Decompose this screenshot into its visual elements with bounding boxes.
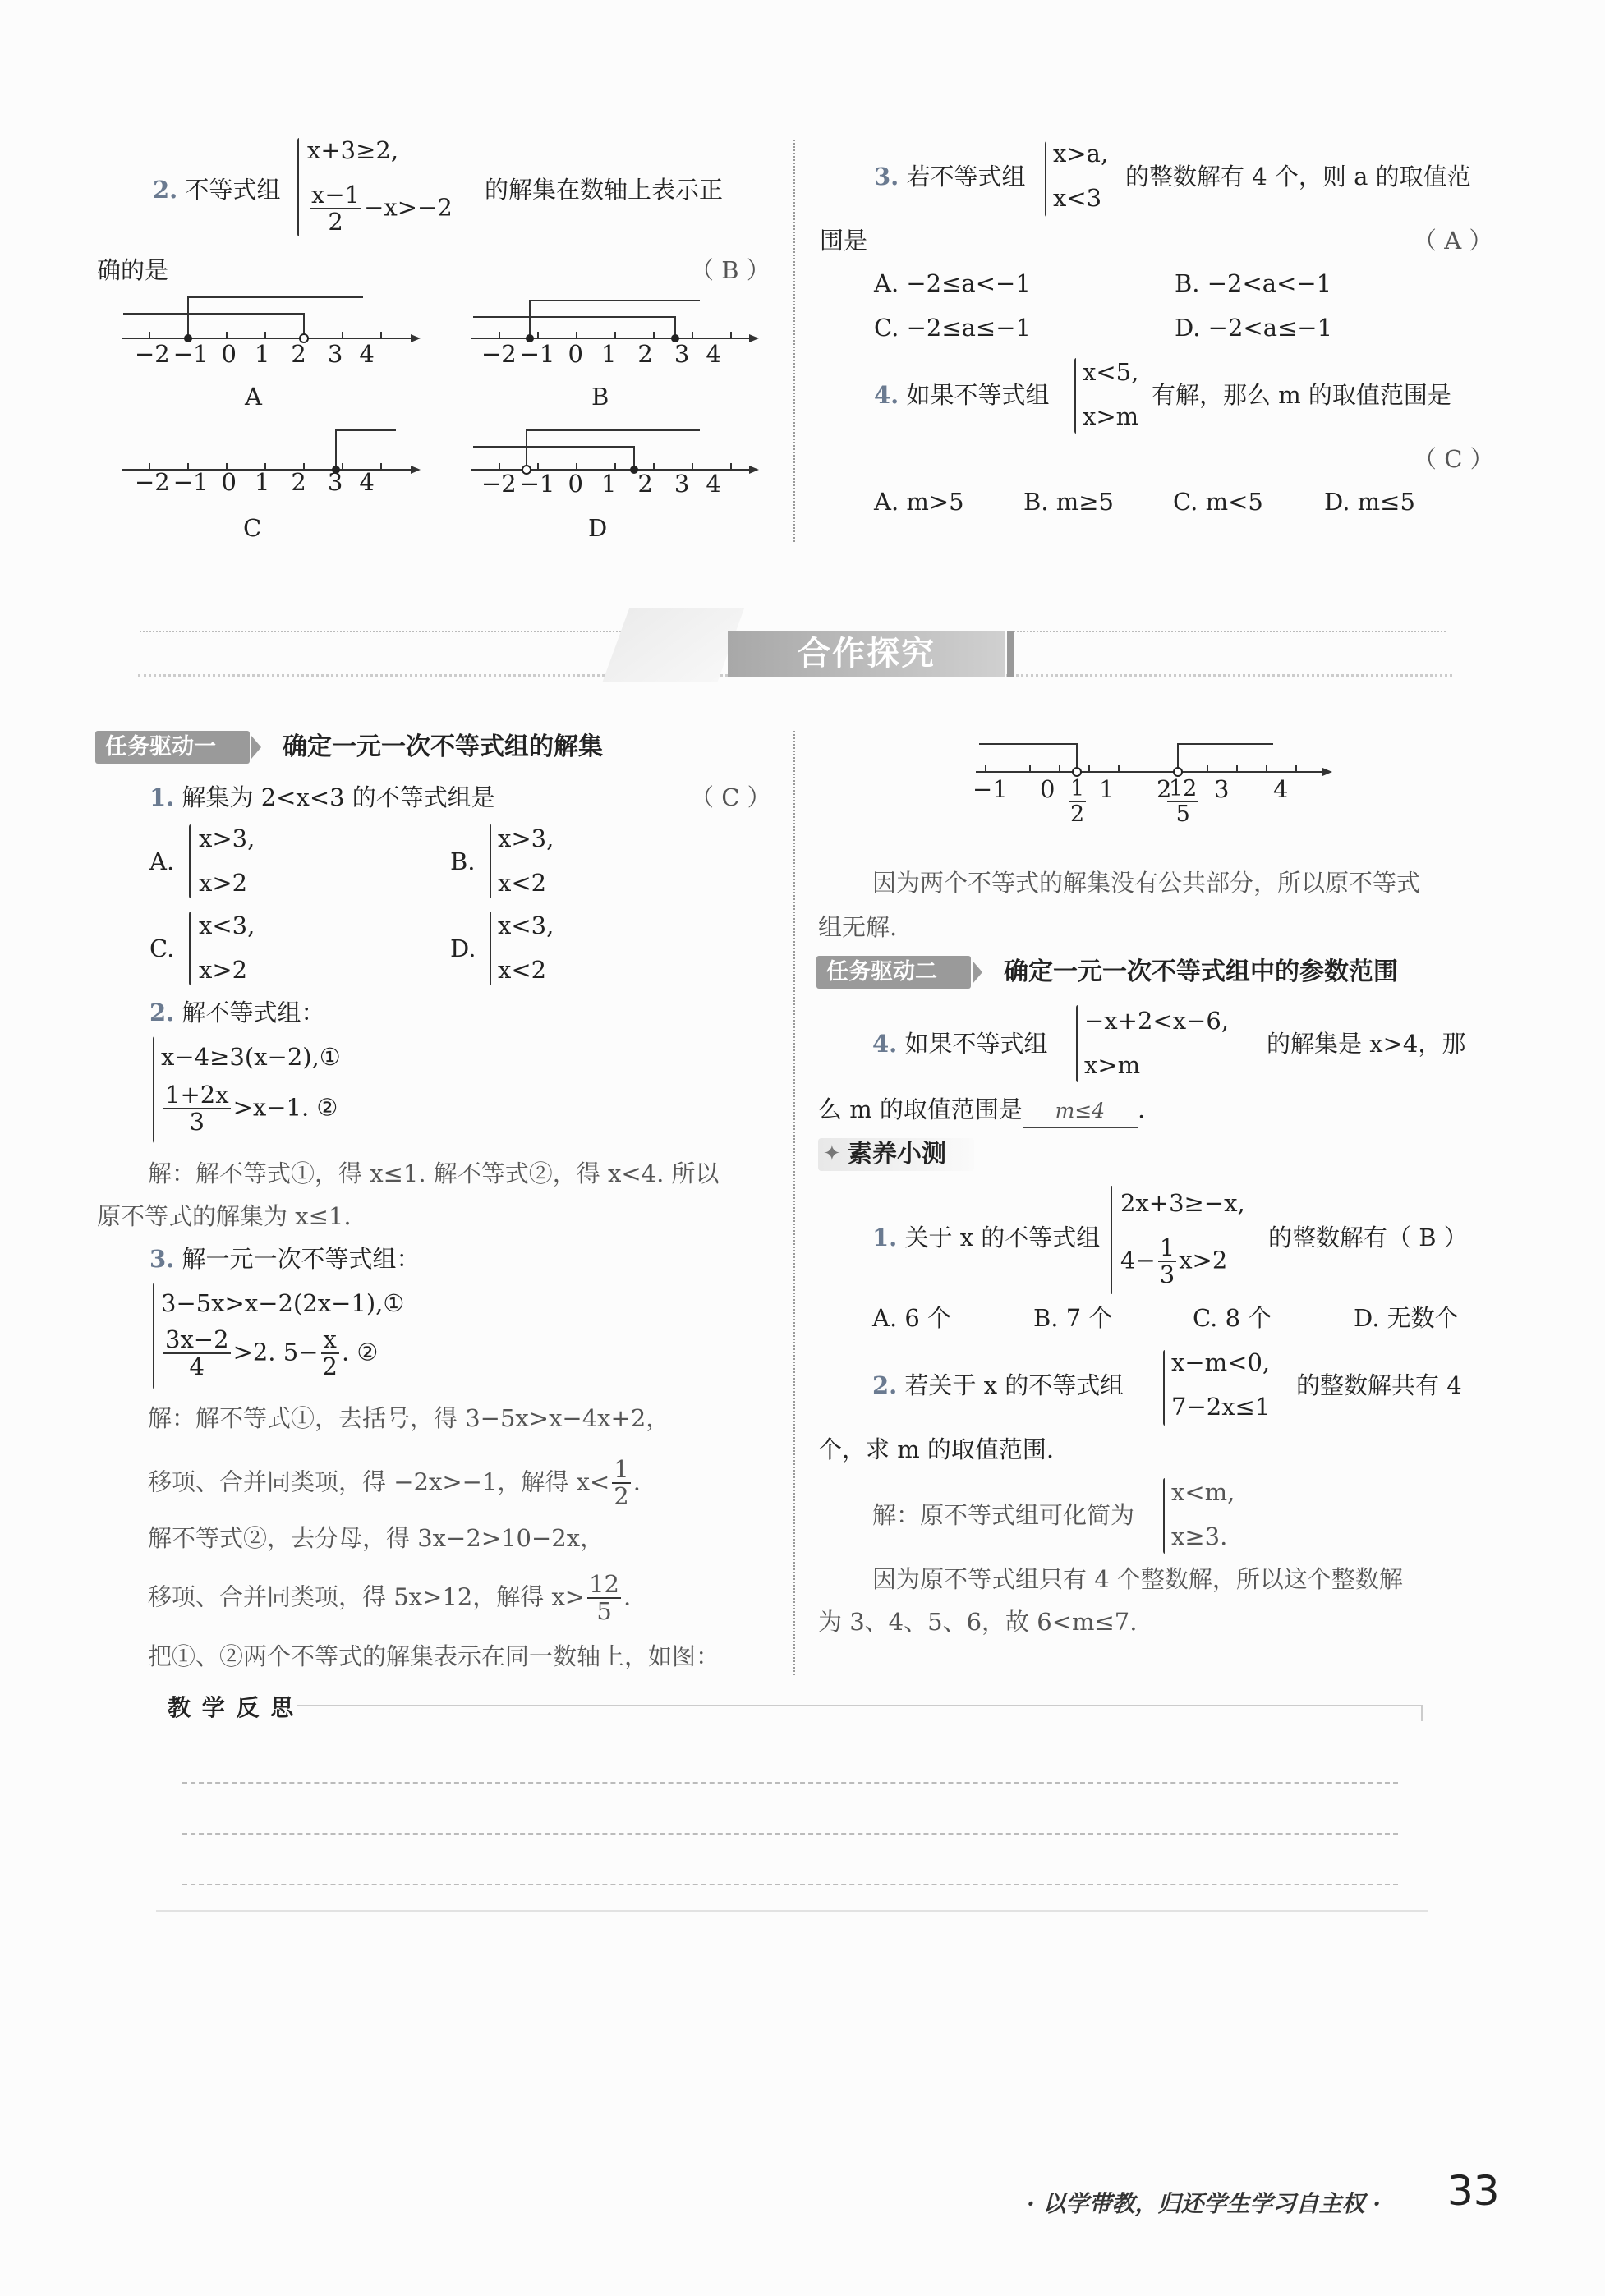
option: C. −2≤a≤−1 — [874, 314, 1031, 342]
banner-decoration — [1007, 631, 1014, 677]
solution-text: 因为两个不等式的解集没有公共部分，所以原不等式 — [872, 869, 1421, 897]
system-line: x<3 — [1053, 184, 1102, 212]
tick-label: 0 — [1040, 775, 1055, 803]
question-number: 1. — [872, 1224, 898, 1251]
tick-labels-d: −2 −1 0 1 2 3 4 — [481, 470, 721, 498]
question-text: 的解集在数轴上表示正 — [485, 176, 724, 204]
question-text: 如果不等式组 — [904, 1030, 1048, 1058]
option-label: D. — [450, 934, 476, 962]
system-line: −x+2<x−6, — [1084, 1007, 1230, 1035]
fraction-label: $\frac{12}{5}$ — [1169, 776, 1198, 828]
question-text: 关于 x 的不等式组 — [904, 1224, 1101, 1251]
system-line: x<m, — [1171, 1478, 1235, 1506]
system-line: x>a, — [1053, 140, 1109, 168]
answer: （ A ） — [1413, 227, 1493, 255]
system-line: x>3, — [199, 824, 255, 852]
question-text: 若关于 x 的不等式组 — [904, 1371, 1124, 1399]
option-label: B — [591, 383, 609, 411]
task-title: 确定一元一次不等式组中的参数范围 — [1004, 957, 1398, 986]
question-number: 2. — [872, 1371, 898, 1399]
option-label: A — [245, 383, 262, 411]
solution-text: 为 3、4、5、6，故 6<m≤7. — [818, 1608, 1138, 1636]
option-label: B. — [450, 847, 476, 875]
solution-text: 把①、②两个不等式的解集表示在同一数轴上，如图： — [148, 1642, 720, 1670]
question-text: 的解集是 x>4，那 — [1267, 1030, 1466, 1058]
solution-text: 解：解不等式①，去括号，得 3−5x>x−4x+2， — [148, 1404, 670, 1432]
tick-label: −1 — [973, 775, 1008, 803]
question-number: 3. — [874, 163, 899, 191]
reflection-title: 教 学 反 思 — [168, 1694, 296, 1721]
answer: （ C ） — [1413, 445, 1494, 473]
tick-label: 4 — [1273, 775, 1289, 803]
tick-labels-c: −2 −1 0 1 2 3 4 — [135, 468, 375, 496]
system-line: 4− — [1120, 1246, 1156, 1274]
tick-label: 2 — [1157, 775, 1172, 803]
system-line: x<3, — [498, 912, 554, 939]
question-number: 4. — [874, 381, 899, 409]
option-label: D — [588, 514, 608, 542]
footer-motto: · 以学带教，归还学生学习自主权 · — [1027, 2190, 1381, 2217]
question-text: 解一元一次不等式组： — [182, 1245, 421, 1273]
question-text: 么 m 的取值范围是 — [818, 1095, 1023, 1123]
question-text: 解集为 2<x<3 的不等式组是 — [182, 783, 495, 811]
system-line: 2x+3≥−x, — [1120, 1189, 1245, 1217]
question-number: 4. — [872, 1030, 898, 1058]
question-text: 如果不等式组 — [906, 381, 1050, 409]
system-line: 3−5x>x−2(2x−1),① — [161, 1289, 405, 1317]
option: D. −2<a≤−1 — [1175, 314, 1333, 342]
sparkle-icon: ✦ — [823, 1141, 841, 1166]
solution-text: 解：解不等式①，得 x≤1. 解不等式②，得 x<4. 所以 — [148, 1159, 720, 1187]
answer-blank: m≤4 — [1023, 1095, 1138, 1128]
question-text: 解不等式组： — [182, 999, 325, 1026]
banner-decoration — [603, 608, 745, 682]
question-text: 确的是 — [97, 256, 169, 284]
solution-text: 原不等式的解集为 x≤1. — [97, 1202, 352, 1230]
solution-text: 组无解. — [818, 913, 898, 941]
option: B. −2<a<−1 — [1175, 269, 1332, 297]
page-number: 33 — [1447, 2167, 1500, 2215]
solution-text: 解不等式②，去分母，得 3x−2>10−2x， — [148, 1524, 605, 1552]
system-line: x<5, — [1083, 358, 1139, 386]
reflection-rule — [297, 1705, 1423, 1706]
tag-arrow-icon — [251, 736, 261, 759]
solution-number-line — [961, 728, 1347, 793]
question-text: 的整数解有 4 个，则 a 的取值范 — [1125, 163, 1471, 191]
column-divider — [793, 731, 795, 1675]
system-line: x−m<0, — [1171, 1348, 1271, 1376]
writing-line — [182, 1782, 1398, 1784]
tick-label: 1 — [1099, 775, 1115, 803]
writing-line — [182, 1833, 1398, 1835]
option: C. 8 个 — [1193, 1304, 1272, 1332]
task-title: 确定一元一次不等式组的解集 — [283, 732, 603, 761]
system-line: 7−2x≤1 — [1171, 1393, 1271, 1421]
system-line: x>m — [1083, 402, 1139, 430]
option-label: A. — [149, 847, 175, 875]
system-line: x>3, — [498, 824, 554, 852]
system-line: x−4≥3(x−2),① — [161, 1043, 341, 1071]
solution-text: 移项、合并同类项，得 5x>12，解得 x> — [148, 1582, 586, 1611]
tick-labels-a: −2 −1 0 1 2 3 4 — [135, 340, 375, 368]
question-number: 1. — [149, 783, 175, 811]
reflection-rule — [1421, 1705, 1423, 1721]
answer: （ C ） — [690, 783, 771, 811]
quiz-title: 素养小测 — [848, 1140, 946, 1169]
system-line: >2. 5− — [232, 1338, 319, 1366]
task-tag: 任务驱动一 — [95, 731, 250, 764]
system-line: x>2 — [199, 869, 248, 897]
solution-text: 解：原不等式组可化简为 — [872, 1501, 1135, 1529]
section-banner: 合作探究 — [728, 631, 1005, 677]
reflection-border — [156, 1910, 1428, 1912]
option-label: C — [243, 514, 262, 542]
system-line: x<3, — [199, 912, 255, 939]
tick-labels-b: −2 −1 0 1 2 3 4 — [481, 340, 721, 368]
option: A. m>5 — [874, 488, 964, 516]
option: B. 7 个 — [1033, 1304, 1113, 1332]
option: C. m<5 — [1173, 488, 1263, 516]
question-text: 个，求 m 的取值范围. — [818, 1435, 1055, 1463]
question-text: 有解，那么 m 的取值范围是 — [1152, 381, 1451, 409]
question-text: 不等式组 — [185, 176, 281, 204]
question-text: 的整数解有（ B ） — [1268, 1224, 1468, 1251]
task-tag: 任务驱动二 — [816, 956, 971, 989]
question-number: 3. — [149, 1245, 175, 1273]
tag-arrow-icon — [973, 961, 982, 984]
tick-label: 3 — [1214, 775, 1230, 803]
question-number: 2. — [153, 176, 178, 204]
system-line: >x−1. ② — [232, 1093, 338, 1122]
solution-text: 因为原不等式组只有 4 个整数解，所以这个整数解 — [872, 1565, 1403, 1593]
system-line: x<2 — [498, 869, 547, 897]
answer: （ B ） — [690, 256, 770, 284]
question-text: 的整数解共有 4 — [1296, 1371, 1462, 1399]
system-line: x≥3. — [1171, 1522, 1228, 1550]
fraction-label: $\frac{1}{2}$ — [1070, 776, 1085, 828]
option: D. m≤5 — [1324, 488, 1415, 516]
option: A. −2≤a<−1 — [874, 269, 1031, 297]
option-label: C. — [149, 934, 175, 962]
system-line: x>m — [1084, 1051, 1141, 1079]
system-line: x>2 — [199, 956, 248, 984]
writing-line — [182, 1884, 1398, 1885]
system-line: −x>−2 — [364, 193, 453, 222]
system-line: x+3≥2, — [307, 136, 399, 164]
option: D. 无数个 — [1354, 1304, 1459, 1332]
option: A. 6 个 — [872, 1304, 952, 1332]
column-divider — [793, 140, 795, 542]
question-number: 2. — [149, 999, 175, 1026]
system-line: x<2 — [498, 956, 547, 984]
question-text: 围是 — [820, 227, 868, 255]
option: B. m≥5 — [1023, 488, 1114, 516]
question-text: 若不等式组 — [906, 163, 1026, 191]
solution-text: 移项、合并同类项，得 −2x>−1，解得 x< — [148, 1467, 610, 1496]
